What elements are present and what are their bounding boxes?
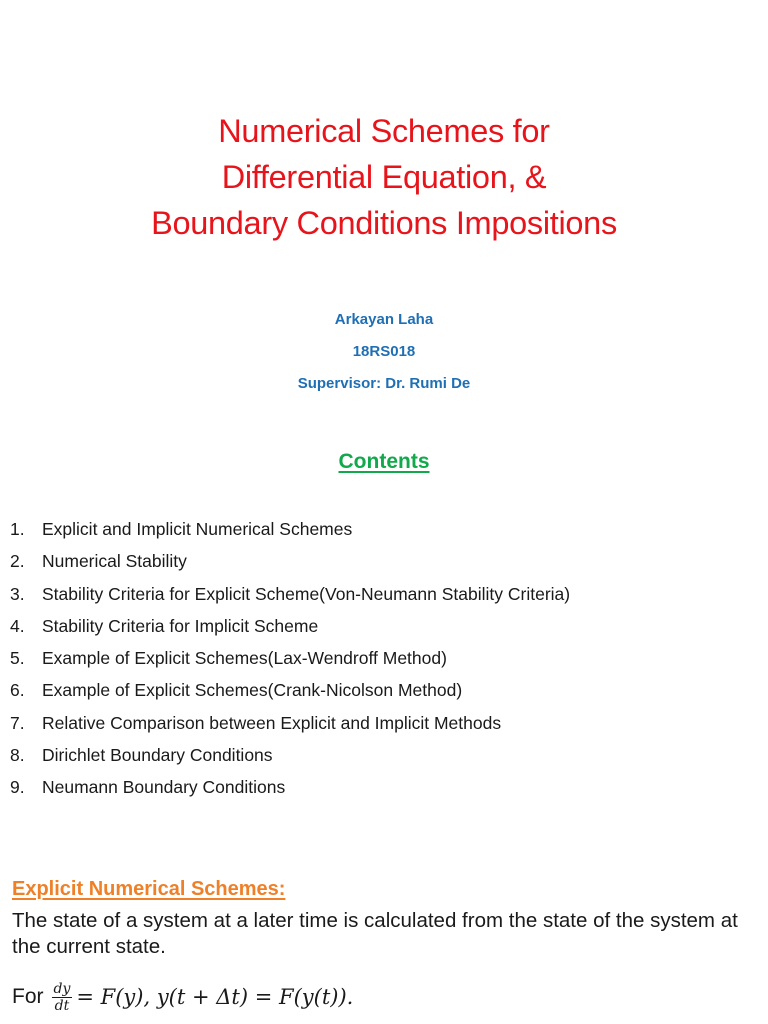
derivative-fraction	[52, 981, 73, 1014]
author-supervisor: Supervisor: Dr. Rumi De	[297, 375, 471, 392]
list-item	[10, 642, 750, 674]
title-line-3: Boundary Conditions Impositions	[151, 205, 617, 241]
title-line-1: Numerical Schemes for	[218, 113, 550, 149]
item-number: 3.	[10, 583, 25, 604]
item-text: Example of Explicit Schemes(Crank-Nicolson Method)	[42, 680, 463, 701]
author-roll: 18RS018	[352, 343, 416, 360]
formula	[12, 972, 752, 1022]
author-block	[0, 304, 768, 400]
item-number: 4.	[10, 615, 25, 636]
list-item	[10, 578, 750, 610]
author-name: Arkayan Laha	[334, 311, 434, 328]
item-text: Explicit and Implicit Numerical Schemes	[42, 519, 353, 539]
list-item	[10, 545, 750, 577]
item-number: 9.	[10, 777, 25, 798]
item-text: Example of Explicit Schemes(Lax-Wendroff Method)	[42, 648, 447, 669]
item-text: Neumann Boundary Conditions	[42, 777, 286, 798]
formula-expression: = F(y), y(t + Δt) = F(y(t)).	[76, 985, 354, 1009]
list-item	[10, 674, 750, 706]
list-item	[10, 771, 750, 803]
section-body: The state of a system at a later time is calculated from the state of the system at the current state.	[12, 909, 738, 958]
list-item	[10, 739, 750, 771]
item-text: Numerical Stability	[42, 551, 187, 572]
formula-prefix: For	[12, 985, 44, 1008]
item-number: 5.	[10, 648, 25, 669]
item-text: Dirichlet Boundary Conditions	[42, 745, 273, 766]
contents-heading	[0, 447, 768, 477]
item-number: 8.	[10, 745, 25, 766]
item-number: 7.	[10, 712, 25, 733]
title-line-2: Differential Equation, &	[221, 159, 547, 195]
item-number: 2.	[10, 551, 25, 572]
section-heading: Explicit Numerical Schemes:	[12, 878, 286, 900]
item-number: 1.	[10, 519, 25, 539]
page-title	[0, 108, 768, 246]
contents-heading-text: Contents	[338, 450, 430, 473]
item-text: Relative Comparison between Explicit and Implicit Methods	[42, 712, 502, 733]
item-number: 6.	[10, 680, 25, 701]
item-text: Stability Criteria for Explicit Scheme(Von-Neumann Stability Criteria)	[42, 583, 571, 604]
list-item	[10, 513, 750, 545]
list-item	[10, 707, 750, 739]
list-item	[10, 610, 750, 642]
item-text: Stability Criteria for Implicit Scheme	[42, 615, 319, 636]
fraction-denominator: dt	[54, 997, 70, 1014]
fraction-numerator: dy	[53, 980, 71, 997]
contents-list	[10, 513, 750, 804]
